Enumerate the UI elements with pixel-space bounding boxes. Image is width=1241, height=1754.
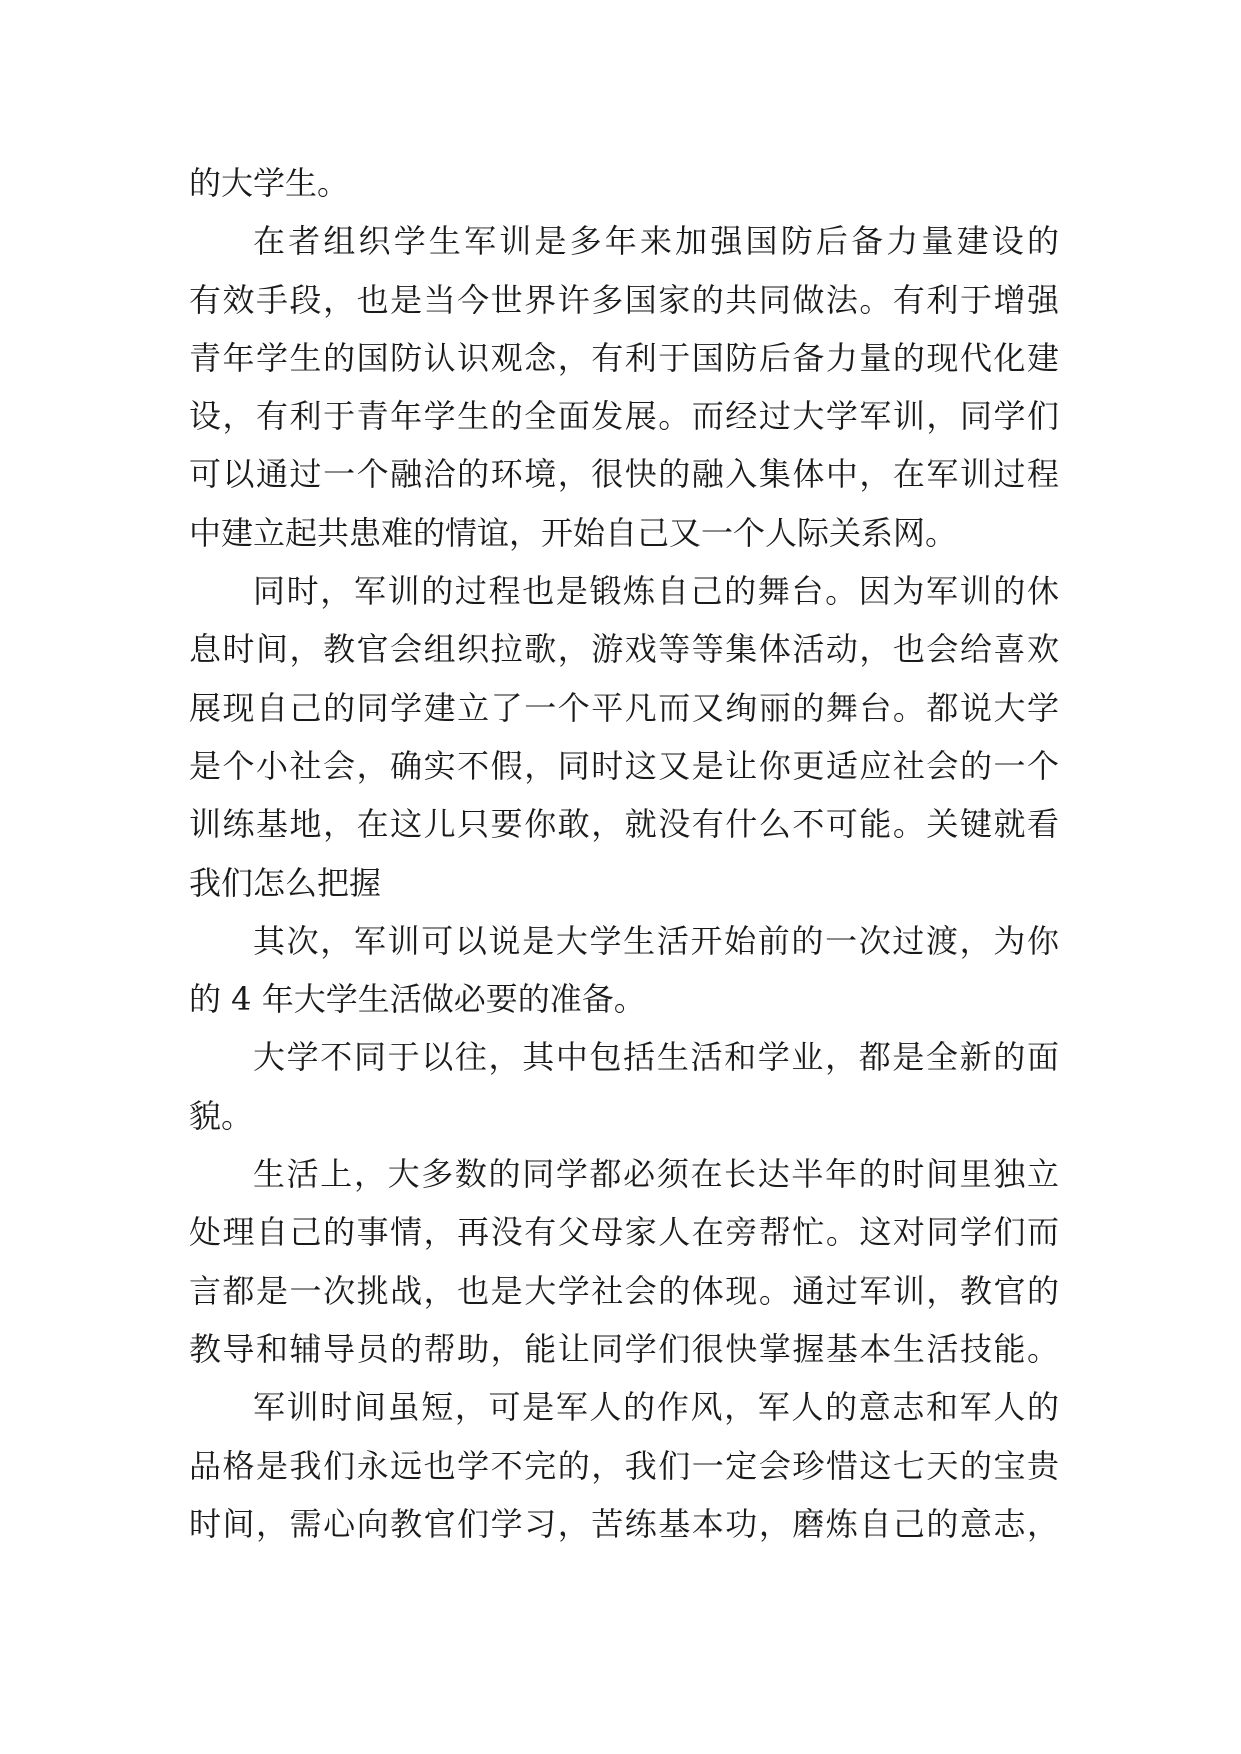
text-line: 息时间，教官会组织拉歌，游戏等等集体活动，也会给喜欢 [189,630,1059,669]
paragraph-first-line: 生活上，大多数的同学都必须在长达半年的时间里独立 [253,1155,1059,1194]
text-line: 的 4 年大学生活做必要的准备。 [189,980,646,1019]
text-line: 展现自己的同学建立了一个平凡而又绚丽的舞台。都说大学 [189,688,1059,727]
paragraph-first-line: 同时，军训的过程也是锻炼自己的舞台。因为军训的休 [253,572,1059,611]
text-line: 貌。 [189,1096,254,1135]
text-line: 的大学生。 [189,164,350,202]
paragraph-first-line: 大学不同于以往，其中包括生活和学业，都是全新的面 [253,1038,1059,1077]
text-line: 可以通过一个融洽的环境，很快的融入集体中，在军训过程 [189,455,1059,494]
text-line: 时间，需心向教官们学习，苦练基本功，磨炼自己的意志， [189,1504,1059,1543]
text-line: 教导和辅导员的帮助，能让同学们很快掌握基本生活技能。 [189,1329,1059,1368]
text-line: 设，有利于青年学生的全面发展。而经过大学军训，同学们 [189,397,1059,436]
text-line: 处理自己的事情，再没有父母家人在旁帮忙。这对同学们而 [189,1213,1059,1252]
text-line: 我们怎么把握 [189,863,382,902]
paragraph-first-line: 在者组织学生军训是多年来加强国防后备力量建设的 [253,222,1059,261]
text-line: 训练基地，在这儿只要你敢，就没有什么不可能。关键就看 [189,805,1059,844]
paragraph-first-line: 军训时间虽短，可是军人的作风，军人的意志和军人的 [253,1388,1059,1427]
document-body [189,154,1059,1553]
text-line: 是个小社会，确实不假，同时这又是让你更适应社会的一个 [189,746,1059,785]
text-line: 言都是一次挑战，也是大学社会的体现。通过军训，教官的 [189,1271,1059,1310]
paragraph-first-line: 其次，军训可以说是大学生活开始前的一次过渡，为你 [253,921,1059,960]
text-line: 青年学生的国防认识观念，有利于国防后备力量的现代化建 [189,338,1059,377]
text-line: 有效手段，也是当今世界许多国家的共同做法。有利于增强 [189,280,1059,319]
text-line: 中建立起共患难的情谊，开始自己又一个人际关系网。 [189,513,958,552]
text-line: 品格是我们永远也学不完的，我们一定会珍惜这七天的宝贵 [189,1446,1059,1485]
